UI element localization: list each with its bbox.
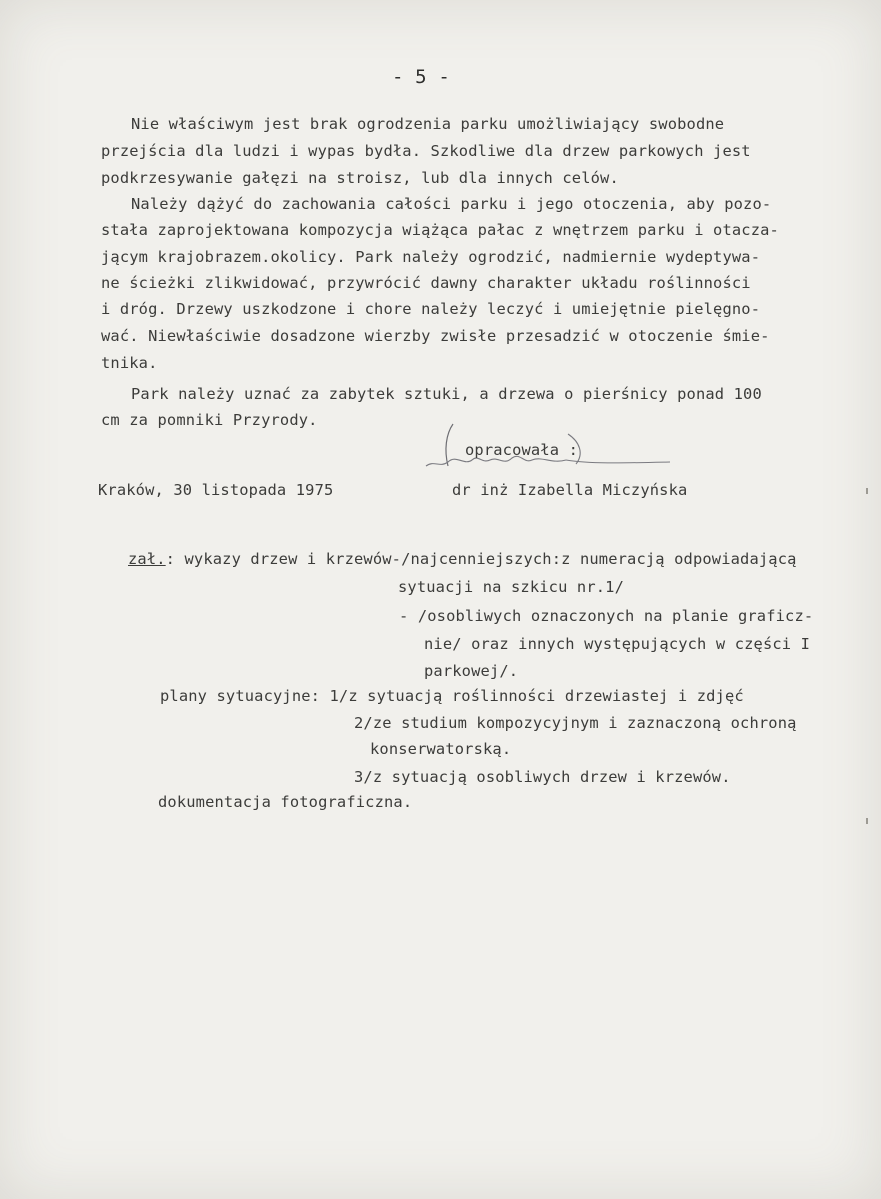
paragraph-2-line-3: jącym krajobrazem.okolicy. Park należy ogrodzić, nadmiernie wydeptywa- (101, 248, 761, 266)
attachments-line-1-text: : wykazy drzew i krzewów-/najcenniejszych:z numeracją odpowiadającą (165, 550, 797, 568)
attachments-prefix: zał. (128, 550, 166, 568)
author-name: dr inż Izabella Miczyńska (452, 481, 688, 499)
attachments-line-10: dokumentacja fotograficzna. (158, 793, 413, 811)
attachments-line-9: 3/z sytuacją osobliwych drzew i krzewów. (354, 768, 731, 786)
paragraph-1-line-3: podkrzesywanie gałęzi na stroisz, lub dla innych celów. (101, 169, 619, 187)
paragraph-2-line-7: tnika. (101, 354, 158, 372)
signature-label: opracowała : (465, 441, 578, 459)
attachments-line-2: sytuacji na szkicu nr.1/ (398, 578, 624, 596)
paragraph-3-line-1: Park należy uznać za zabytek sztuki, a drzewa o pierśnicy ponad 100 (131, 385, 762, 403)
attachments-line-5: parkowej/. (424, 662, 519, 680)
attachments-line-1 (128, 552, 797, 567)
paragraph-2-line-1: Należy dążyć do zachowania całości parku i jego otoczenia, aby pozo- (131, 195, 772, 213)
paragraph-2-line-6: wać. Niewłaściwie dosadzone wierzby zwisłe przesadzić w otoczenie śmie- (101, 327, 770, 345)
paragraph-2-line-2: stała zaprojektowana kompozycja wiążąca pałac z wnętrzem parku i otacza- (101, 221, 779, 239)
attachments-line-4: nie/ oraz innych występujących w części I (424, 635, 811, 653)
margin-mark-bottom (866, 818, 868, 824)
page-number: - 5 - (392, 66, 450, 88)
paragraph-3-line-2: cm za pomniki Przyrody. (101, 411, 318, 429)
attachments-line-6: plany sytuacyjne: 1/z sytuacją roślinności drzewiastej i zdjęć (160, 687, 744, 705)
margin-mark-top (866, 488, 868, 494)
paragraph-2-line-5: i dróg. Drzewy uszkodzone i chore należy leczyć i umiejętnie pielęgno- (101, 300, 761, 318)
attachments-line-7: 2/ze studium kompozycyjnym i zaznaczoną ochroną (354, 714, 797, 732)
attachments-line-3: - /osobliwych oznaczonych na planie graficz- (399, 607, 814, 625)
attachments-line-8: konserwatorską. (370, 740, 512, 758)
paragraph-2-line-4: ne ścieżki zlikwidować, przywrócić dawny charakter układu roślinności (101, 274, 751, 292)
paragraph-1-line-2: przejścia dla ludzi i wypas bydła. Szkodliwe dla drzew parkowych jest (101, 142, 751, 160)
paragraph-1-line-1: Nie właściwym jest brak ogrodzenia parku umożliwiający swobodne (131, 115, 725, 133)
place-and-date: Kraków, 30 listopada 1975 (98, 481, 334, 499)
